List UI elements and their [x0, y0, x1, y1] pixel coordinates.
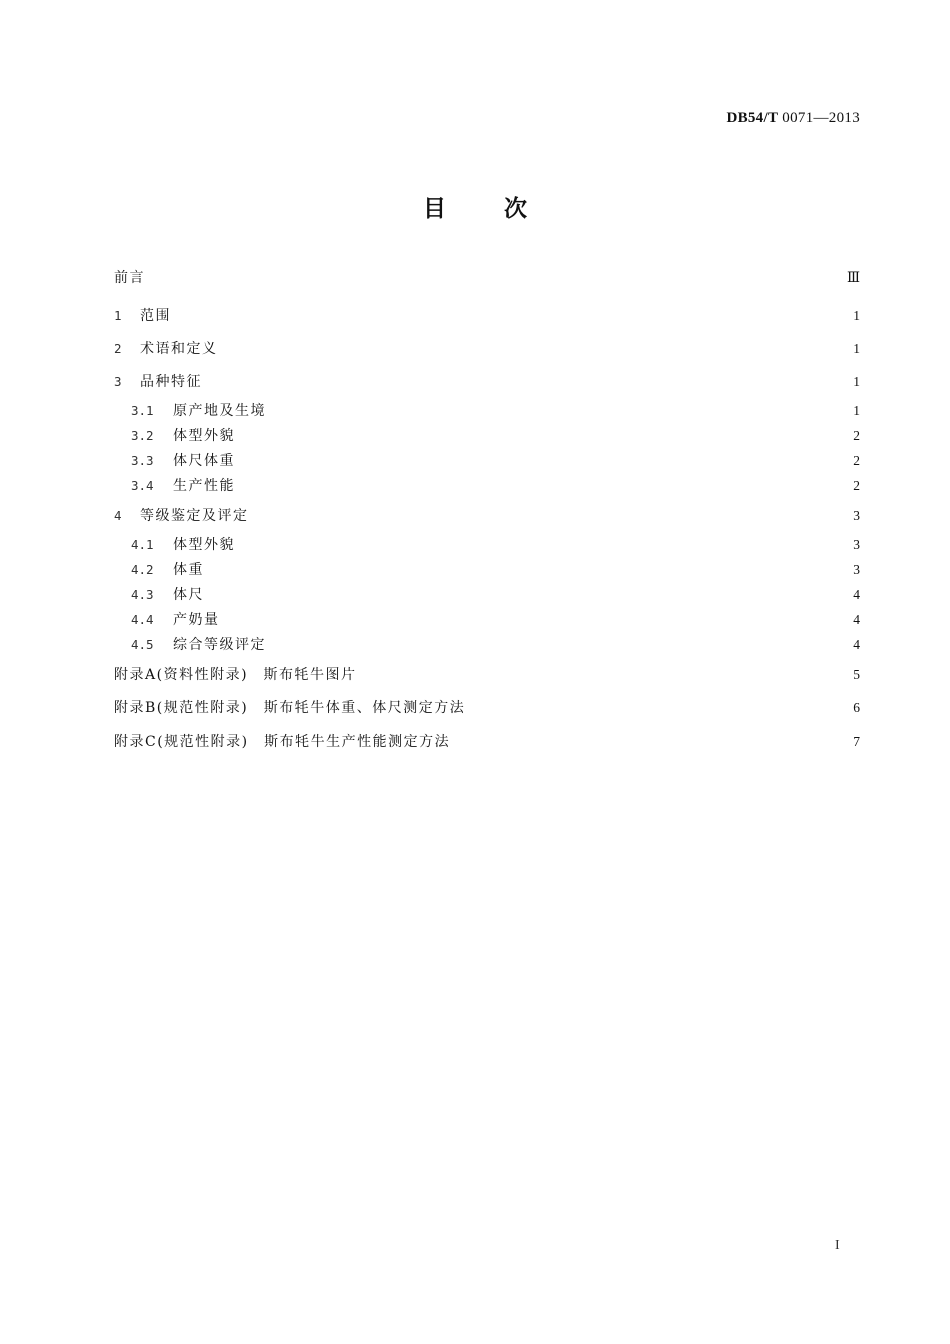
toc-entry-page: 1	[853, 374, 860, 389]
toc-entry-label: 品种特征	[140, 374, 202, 390]
toc-entry-number: 4	[114, 508, 122, 523]
toc-entry-number: 3.3	[131, 453, 154, 468]
toc-entry-appendix-c[interactable]	[114, 732, 860, 752]
toc-leader-dots	[239, 476, 840, 496]
toc-leader-dots	[270, 635, 840, 655]
toc-entry-label: 附录B(规范性附录) 斯布牦牛体重、体尺测定方法	[114, 700, 466, 716]
toc-entry-4-2[interactable]	[131, 560, 860, 580]
toc-entry-page: 2	[853, 478, 860, 493]
toc-entry-label: 前言	[114, 270, 145, 286]
toc-entry-label: 体重	[173, 562, 204, 578]
document-code-prefix: DB54/T	[726, 110, 779, 126]
toc-entry-label: 附录A(资料性附录) 斯布牦牛图片	[114, 667, 357, 683]
toc-leader-dots	[473, 698, 840, 718]
toc-title: 目次	[423, 196, 585, 222]
toc-entry-1[interactable]	[114, 306, 860, 326]
toc-entry-label: 产奶量	[173, 612, 220, 628]
toc-entry-preface[interactable]	[114, 268, 860, 288]
toc-entry-number: 4.4	[131, 612, 154, 627]
document-code-number: 0071—2013	[778, 110, 860, 126]
toc-entry-4-1[interactable]	[131, 535, 860, 555]
toc-entry-3-4[interactable]	[131, 476, 860, 496]
toc-entry-page: 5	[853, 667, 860, 682]
toc-leader-dots	[222, 339, 841, 359]
toc-entry-number: 3.4	[131, 478, 154, 493]
toc-entry-page: 2	[853, 428, 860, 443]
toc-entry-label: 体尺体重	[173, 453, 235, 469]
toc-entry-page: 6	[853, 700, 860, 715]
toc-entry-label: 体型外貌	[173, 428, 235, 444]
toc-entry-page: 1	[853, 341, 860, 356]
toc-entry-page: 4	[853, 637, 860, 652]
toc-leader-dots	[239, 535, 840, 555]
toc-entry-label: 原产地及生境	[173, 403, 266, 419]
toc-entry-label: 综合等级评定	[173, 637, 266, 653]
toc-entry-page: 3	[853, 562, 860, 577]
toc-entry-appendix-b[interactable]	[114, 698, 860, 718]
toc-entry-page: 3	[853, 508, 860, 523]
toc-entry-3-1[interactable]	[131, 401, 860, 421]
page-number: I	[835, 1238, 840, 1253]
toc-entry-label: 体尺	[173, 587, 204, 603]
toc-entry-number: 1	[114, 308, 122, 323]
toc-entry-page: 3	[853, 537, 860, 552]
toc-leader-dots	[149, 268, 840, 288]
toc-entry-label: 附录C(规范性附录) 斯布牦牛生产性能测定方法	[114, 734, 451, 750]
toc-leader-dots	[208, 585, 840, 605]
toc-entry-appendix-a[interactable]	[114, 665, 860, 685]
toc-entry-label: 生产性能	[173, 478, 235, 494]
document-code	[726, 110, 860, 127]
toc-entry-page: 4	[853, 612, 860, 627]
toc-leader-dots	[224, 610, 841, 630]
toc-entry-3-3[interactable]	[131, 451, 860, 471]
toc-entry-4[interactable]	[114, 506, 860, 526]
toc-entry-number: 4.1	[131, 537, 154, 552]
toc-entry-page: 7	[853, 734, 860, 749]
toc-entry-number: 4.3	[131, 587, 154, 602]
toc-entry-label: 范围	[140, 308, 171, 324]
toc-leader-dots	[239, 451, 840, 471]
toc-entry-3-2[interactable]	[131, 426, 860, 446]
toc-entry-page: 1	[853, 308, 860, 323]
toc-entry-label: 体型外貌	[173, 537, 235, 553]
toc-entry-number: 2	[114, 341, 122, 356]
toc-leader-dots	[253, 506, 841, 526]
toc-entry-2[interactable]	[114, 339, 860, 359]
toc-leader-dots	[175, 306, 840, 326]
toc-entry-number: 3.1	[131, 403, 154, 418]
toc-leader-dots	[239, 426, 840, 446]
toc-entry-page: 4	[853, 587, 860, 602]
toc-entry-page: 1	[853, 403, 860, 418]
toc-entry-label: 等级鉴定及评定	[140, 508, 249, 524]
toc-entry-page: Ⅲ	[846, 270, 860, 285]
toc-entry-label: 术语和定义	[140, 341, 218, 357]
toc-leader-dots	[270, 401, 840, 421]
toc-entry-3[interactable]	[114, 372, 860, 392]
toc-leader-dots	[375, 665, 840, 685]
toc-entry-page: 2	[853, 453, 860, 468]
toc-entry-4-5[interactable]	[131, 635, 860, 655]
toc-entry-4-4[interactable]	[131, 610, 860, 630]
toc-entry-number: 3	[114, 374, 122, 389]
toc-leader-dots	[206, 372, 840, 392]
toc-entry-number: 3.2	[131, 428, 154, 443]
toc-leader-dots	[466, 732, 840, 752]
toc-entry-4-3[interactable]	[131, 585, 860, 605]
toc-leader-dots	[208, 560, 840, 580]
toc-entry-number: 4.2	[131, 562, 154, 577]
toc-entry-number: 4.5	[131, 637, 154, 652]
